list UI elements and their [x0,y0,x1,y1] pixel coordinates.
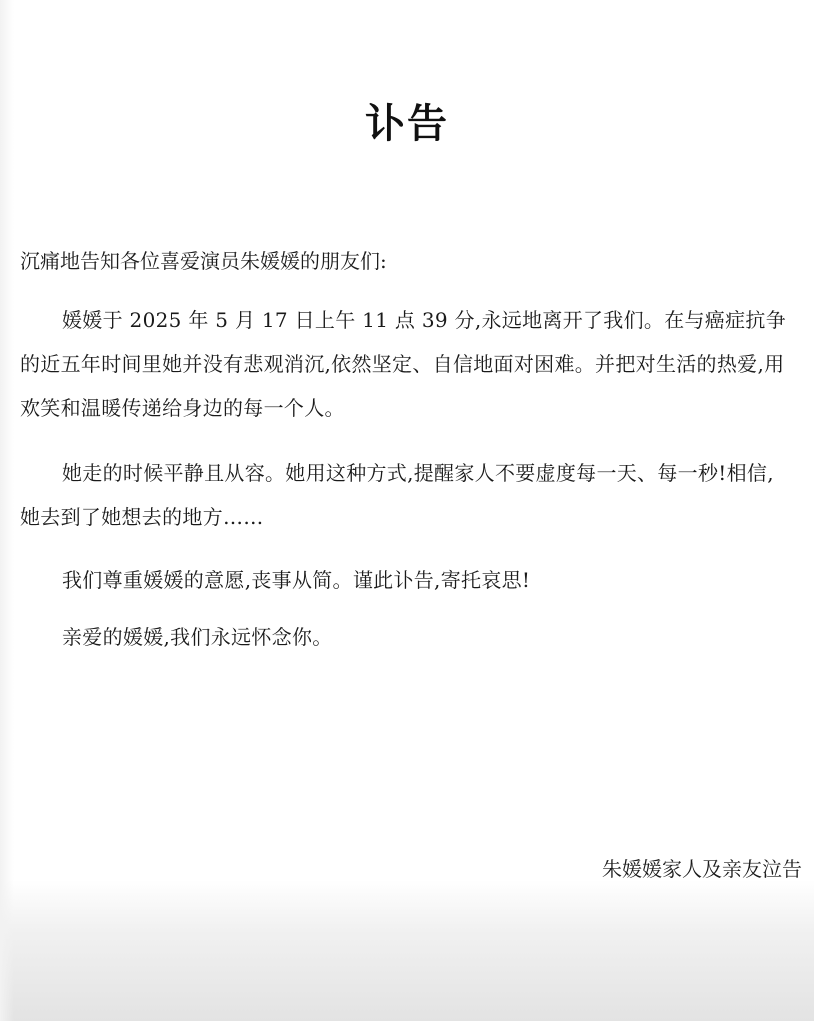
paragraph-4: 亲爱的媛媛,我们永远怀念你。 [62,625,333,649]
paragraph-3: 我们尊重媛媛的意愿,丧事从简。谨此讣告,寄托哀思! [62,568,531,592]
page-edge-shadow [0,0,14,1021]
page-title: 讣告 [365,101,449,147]
paragraph-2: 她走的时候平静且从容。她用这种方式,提醒家人不要虚度每一天、每一秒!相信,她去到了她想去的地方…… [20,461,774,529]
salutation-text: 沉痛地告知各位喜爱演员朱媛媛的朋友们: [20,249,387,273]
signature-text: 朱媛媛家人及亲友泣告 [602,857,802,881]
paragraph-1: 媛媛于 2025 年 5 月 17 日上午 11 点 39 分,永远地离开了我们。在与癌症抗争的近五年时间里她并没有悲观消沉,依然坚定、自信地面对困难。并把对生活的热爱,用欢笑和温暖传递给身边的每一个人。 [20,308,787,420]
